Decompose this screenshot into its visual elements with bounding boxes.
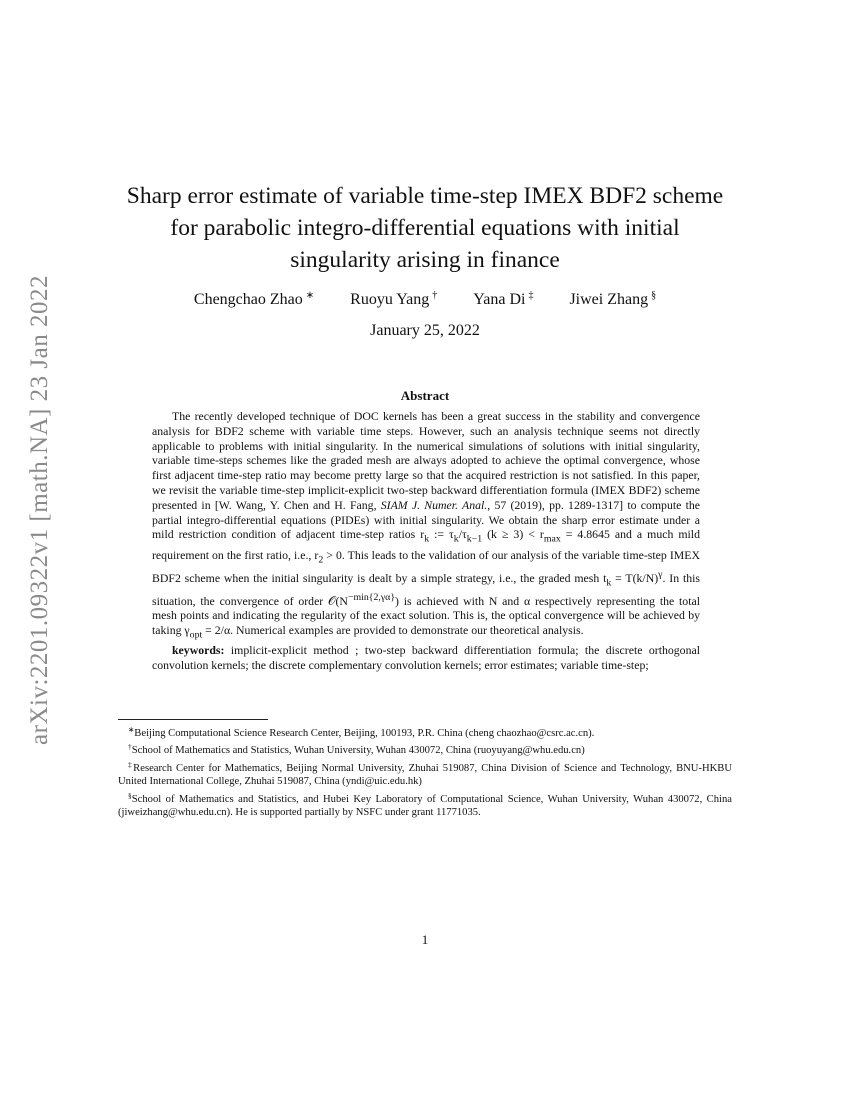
abstract-text: = T(k/N) <box>611 570 659 585</box>
page-number: 1 <box>421 932 429 947</box>
author <box>473 291 533 308</box>
footnote-text: School of Mathematics and Statistics, and Hubei Key Laboratory of Computational Science, Wuhan University, Wuhan 430072, China (jiweizhang@whu.edu.cn). He is supported partially by NSFC under grant 11771035. <box>118 793 732 819</box>
author-footnote-mark: † <box>432 290 438 301</box>
math-subscript: 2 <box>318 553 324 565</box>
math-superscript: γ <box>658 568 663 580</box>
abstract-text: > 0. This leads to the validation of our analysis of the variable time-step IMEX BDF2 scheme when the initial singularity is dealt by a simple strategy, i.e., the graded mesh t <box>152 547 700 585</box>
math-subscript: opt <box>189 629 203 641</box>
footnote-text: Research Center for Mathematics, Beijing Normal University, Zhuhai 519087, China Division of Science and Technology, BNU-HKBU United International College, Zhuhai 519087, China (yndi@uic.edu.hk) <box>118 762 733 788</box>
abstract-paragraph <box>152 409 700 643</box>
math-subscript: k <box>424 533 430 545</box>
footnote-mark: § <box>128 790 132 800</box>
title-line: singularity arising in finance <box>290 247 560 273</box>
author <box>194 291 314 308</box>
title-line: Sharp error estimate of variable time-step IMEX BDF2 scheme <box>126 183 724 209</box>
abstract-text: The recently developed technique of DOC kernels has been a great success in the stability and convergence analysis for BDF2 scheme with variable time steps. However, such an analysis technique seems not directly applicable to problems with initial singularity. In the numerical simulations of solutions with initial singularity, variable time-steps schemes like the graded mesh are always adopted to achieve the optimal convergence, whose first adjacent time-step ratio may become pretty large so that the acquired restriction is not satisfied. In this paper, we revisit the variable time-step implicit-explicit two-step backward differentiation formula (IMEX BDF2) scheme presented in [W. Wang, Y. Chen and H. Fang, <box>152 409 700 512</box>
abstract-text: /τ <box>458 527 467 542</box>
journal-name: SIAM J. Numer. Anal. <box>380 497 488 512</box>
footnote <box>118 758 732 789</box>
abstract-text: . In this situation, the convergence of order 𝒪(N <box>152 570 700 608</box>
footnote <box>118 723 732 740</box>
math-superscript: −min{2,γα} <box>347 591 396 603</box>
title-line: for parabolic integro-differential equations with initial <box>170 215 680 241</box>
footnote-divider <box>118 719 268 720</box>
author <box>350 291 437 308</box>
author-list <box>100 290 750 309</box>
abstract-text: (k ≥ 3) < r <box>482 527 544 542</box>
abstract-heading: Abstract <box>400 388 450 403</box>
author-footnote-mark: ∗ <box>305 290 315 301</box>
abstract-text: , 57 (2019), pp. 1289-1317] to compute the partial integro-differential equations (PIDEs) with initial singularity. We obtain the sharp error estimate under a mild restriction condition of adjacent time-step ratios r <box>152 497 700 542</box>
arxiv-identifier-text: arXiv:2201.09322v1 [math.NA] 23 Jan 2022 <box>26 275 53 745</box>
footnote <box>118 789 732 820</box>
math-subscript: max <box>543 533 561 545</box>
math-subscript: k <box>453 533 459 545</box>
footnote-mark: ∗ <box>128 725 135 734</box>
author-name: Jiwei Zhang <box>569 291 649 308</box>
abstract-text: ) is achieved with N and α respectively representing the total mesh points and indicating the regularity of the exact solution. This is, the optical convergence will be achieved by taking γ <box>152 593 700 638</box>
footnote <box>118 740 732 757</box>
footnote-mark: † <box>128 742 132 752</box>
keywords-paragraph <box>152 643 700 673</box>
publication-date: January 25, 2022 <box>370 322 480 339</box>
author-footnote-mark: ‡ <box>528 290 534 301</box>
abstract-text: = 2/α. Numerical examples are provided to demonstrate our theoretical analysis. <box>202 623 584 638</box>
author-footnote-mark: § <box>651 290 657 301</box>
footnotes <box>118 723 732 819</box>
paper-title <box>100 180 750 276</box>
author-name: Yana Di <box>473 291 526 308</box>
abstract-text: = 4.8645 and a much mild requirement on the first ratio, i.e., r <box>152 527 700 562</box>
author-name: Ruoyu Yang <box>350 291 430 308</box>
keywords-label: keywords: <box>172 643 225 658</box>
author-name: Chengchao Zhao <box>193 291 303 308</box>
footnote-text: School of Mathematics and Statistics, Wuhan University, Wuhan 430072, China (ruoyuyang@whu.edu.cn) <box>131 745 585 757</box>
math-subscript: k−1 <box>466 533 483 545</box>
abstract-body <box>152 409 700 673</box>
math-subscript: k <box>606 576 612 588</box>
author <box>569 291 656 308</box>
keywords-text: implicit-explicit method ; two-step backward differentiation formula; the discrete orthogonal convolution kernels; the discrete complementary convolution kernels; error estimates; variable time-step; <box>152 643 700 673</box>
footnote-mark: ‡ <box>128 759 134 769</box>
abstract-text: := τ <box>429 527 454 542</box>
arxiv-identifier-stamp <box>20 250 60 770</box>
footnote-text: Beijing Computational Science Research Center, Beijing, 100193, P.R. China (cheng chaozhao@csrc.ac.cn). <box>134 728 595 739</box>
